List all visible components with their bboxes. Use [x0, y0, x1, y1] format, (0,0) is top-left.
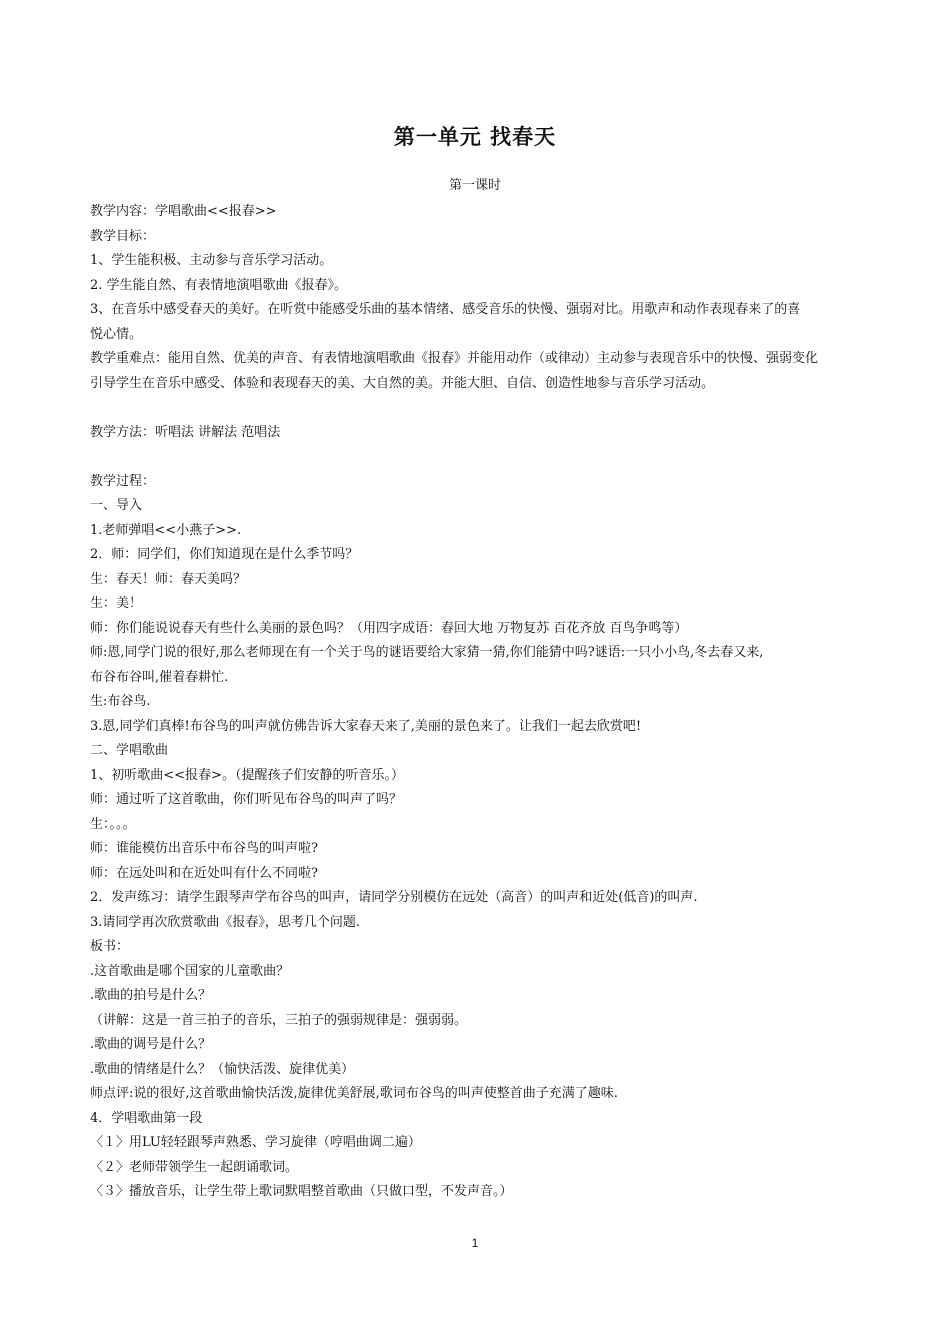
- text-line: 教学目标：: [90, 228, 156, 244]
- section-heading: 二、学唱歌曲: [90, 743, 169, 758]
- text-line: 生：春天！师：春天美吗？: [90, 571, 247, 587]
- text-line: 3、在音乐中感受春天的美好。在听赏中能感受乐曲的基本情绪、感受音乐的快慢、强弱对比。用歌声和动作表现春来了的喜: [90, 302, 801, 317]
- text-line: 生：。。。: [90, 816, 136, 832]
- text-line: 1、学生能积极、主动参与音乐学习活动。: [90, 253, 333, 268]
- page-number: 1: [471, 1236, 479, 1250]
- text-line: 引导学生在音乐中感受、体验和表现春天的美、大自然的美。并能大胆、自信、创造性地参与音乐学习活动。: [90, 375, 715, 391]
- text-line: 板书：: [90, 939, 130, 954]
- text-line: 师：你们能说说春天有些什么美丽的景色吗？（用四字成语：春回大地 万物复苏 百花齐放 百鸟争鸣等）: [90, 620, 688, 636]
- text-line: 布谷布谷叫,催着春耕忙.: [90, 669, 229, 685]
- text-line: 悦心情。: [90, 326, 143, 342]
- text-line: 师:恩,同学门说的很好,那么老师现在有一个关于鸟的谜语要给大家猜一猜,你们能猜中吗?谜语:一只小小鸟,冬去春又来,: [90, 645, 764, 660]
- text-line: 1、初听歌曲<<报春>。（提醒孩子们安静的听音乐。）: [90, 767, 404, 783]
- text-line: .歌曲的情绪是什么？（愉快活泼、旋律优美）: [90, 1061, 355, 1077]
- text-line: .这首歌曲是哪个国家的儿童歌曲？: [90, 963, 290, 979]
- text-line: .歌曲的拍号是什么？: [90, 988, 212, 1003]
- text-line: 师：通过听了这首歌曲，你们听见布谷鸟的叫声了吗？: [90, 792, 403, 807]
- text-line: 师：谁能模仿出音乐中布谷鸟的叫声啦?: [90, 841, 318, 856]
- text-line: 教学内容：学唱歌曲<<报春>>: [90, 204, 277, 219]
- section-heading: 一、导入: [90, 498, 143, 513]
- blank-line: [90, 445, 862, 470]
- text-line: 3.请同学再次欣赏歌曲《报春》，思考几个问题.: [90, 914, 361, 930]
- text-line: 〈３〉播放音乐，让学生带上歌词默唱整首歌曲（只做口型，不发声音。）: [90, 1184, 513, 1199]
- text-line: 生：美！: [90, 596, 143, 611]
- text-line: 教学方法：听唱法 讲解法 范唱法: [90, 424, 281, 440]
- text-line: 4．学唱歌曲第一段: [90, 1110, 203, 1126]
- document-title: 第一单元 找春天: [393, 125, 557, 149]
- text-line: 2．发声练习：请学生跟琴声学布谷鸟的叫声，请同学分别模仿在远处（高音）的叫声和近处(低音)的叫声.: [90, 890, 698, 905]
- text-line: 师：在远处叫和在近处叫有什么不同啦?: [90, 865, 318, 881]
- text-line: 师点评:说的很好,这首歌曲愉快活泼,旋律优美舒展,歌词布谷鸟的叫声使整首曲子充满了趣味.: [90, 1086, 618, 1101]
- text-line: 〈２〉老师带领学生一起朗诵歌词。: [90, 1159, 299, 1175]
- text-line: 教学过程：: [90, 473, 156, 489]
- text-line: 〈１〉用LU轻轻跟琴声熟悉、学习旋律（哼唱曲调二遍）: [90, 1135, 421, 1150]
- text-line: 生:布谷鸟.: [90, 694, 151, 709]
- text-line: 2. 学生能自然、有表情地演唱歌曲《报春》。: [90, 277, 348, 293]
- text-line: 3.恩,同学们真棒!布谷鸟的叫声就仿佛告诉大家春天来了,美丽的景色来了。让我们一起去欣赏吧!: [90, 718, 642, 734]
- text-line: 教学重难点：能用自然、优美的声音、有表情地演唱歌曲《报春》并能用动作（或律动）主动参与表现音乐中的快慢、强弱变化: [90, 351, 819, 366]
- lesson-subtitle: 第一课时: [448, 178, 501, 193]
- blank-line: [90, 396, 862, 421]
- text-line: .歌曲的调号是什么？: [90, 1037, 212, 1052]
- document-body: [90, 200, 862, 1205]
- text-line: （讲解：这是一首三拍子的音乐，三拍子的强弱规律是：强弱弱。: [90, 1012, 468, 1028]
- text-line: 2．师：同学们，你们知道现在是什么季节吗？: [90, 547, 359, 562]
- text-line: 1.老师弹唱<<小燕子>>.: [90, 522, 242, 538]
